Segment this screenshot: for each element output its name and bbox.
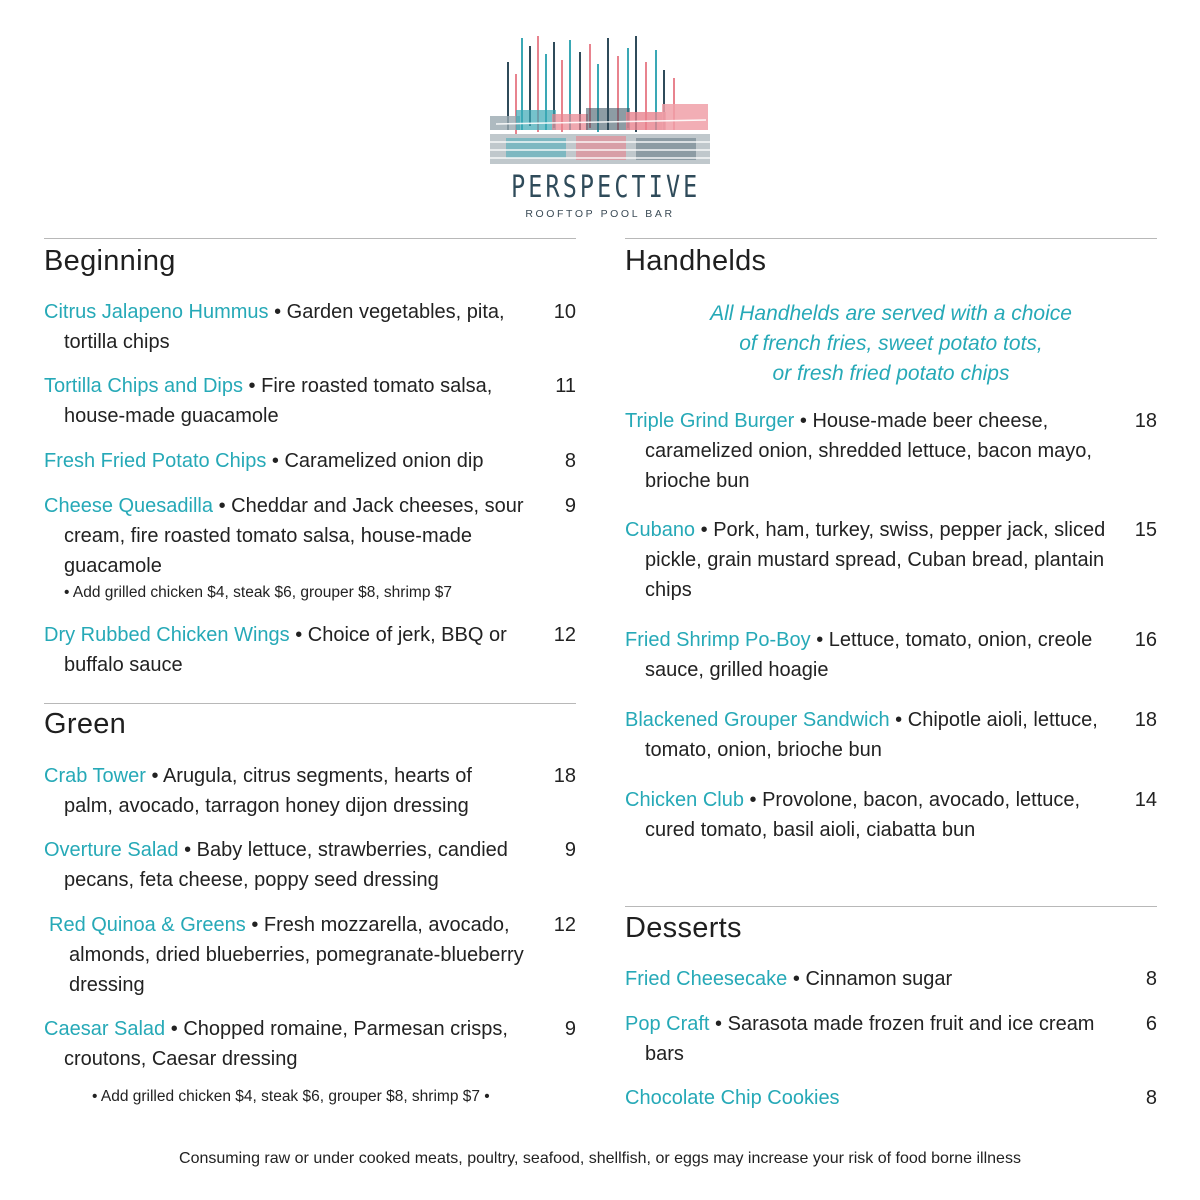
menu-item: Fresh Fried Potato Chips • Caramelized onion dip 8 bbox=[44, 446, 576, 476]
item-desc: Cinnamon sugar bbox=[805, 968, 953, 990]
item-name: Pop Craft bbox=[625, 1013, 710, 1035]
section-title-beginning: Beginning bbox=[44, 245, 176, 277]
item-name: Crab Tower bbox=[44, 765, 146, 787]
perspective-logo bbox=[486, 34, 714, 224]
handhelds-note: or fresh fried potato chips bbox=[772, 362, 1010, 385]
item-desc: Provolone, bacon, avocado, lettuce, cured tomato, basil aioli, ciabatta bun bbox=[645, 789, 1081, 841]
item-desc: Lettuce, tomato, onion, creole sauce, grilled hoagie bbox=[645, 629, 1093, 681]
item-price: 10 bbox=[553, 301, 576, 323]
section-title-desserts: Desserts bbox=[625, 912, 742, 944]
item-name: Chicken Club bbox=[625, 789, 744, 811]
menu-item: Fried Cheesecake • Cinnamon sugar 8 bbox=[625, 964, 1157, 994]
menu-item: Dry Rubbed Chicken Wings • Choice of jerk, BBQ or buffalo sauce 12 bbox=[44, 620, 576, 680]
section-handhelds bbox=[625, 238, 1157, 277]
item-desc: Garden vegetables, pita, tortilla chips bbox=[64, 301, 505, 353]
item-name: Citrus Jalapeno Hummus bbox=[44, 301, 269, 323]
item-name: Fried Cheesecake bbox=[625, 968, 788, 990]
menu-item: Cubano • Pork, ham, turkey, swiss, pepper jack, sliced pickle, grain mustard spread, Cuban bread, plantain chips 15 bbox=[625, 515, 1157, 605]
item-desc: Cheddar and Jack cheeses, sour cream, fire roasted tomato salsa, house-made guacamole bbox=[64, 495, 524, 577]
menu-item: Crab Tower • Arugula, citrus segments, hearts of palm, avocado, tarragon honey dijon dressing 18 bbox=[44, 761, 576, 821]
menu-item: Red Quinoa & Greens • Fresh mozzarella, avocado, almonds, dried blueberries, pomegranate-blueberry dressing 12 bbox=[49, 910, 576, 1000]
menu-item: Tortilla Chips and Dips • Fire roasted tomato salsa, house-made guacamole 11 bbox=[44, 371, 576, 431]
item-price: 9 bbox=[564, 495, 576, 517]
item-name: Red Quinoa & Greens bbox=[49, 914, 246, 936]
item-price: 11 bbox=[555, 375, 576, 397]
menu-item: Fried Shrimp Po-Boy • Lettuce, tomato, onion, creole sauce, grilled hoagie 16 bbox=[625, 625, 1157, 685]
section-title-handhelds: Handhelds bbox=[625, 245, 767, 277]
logo-graphic-icon bbox=[486, 34, 714, 166]
item-desc: Pork, ham, turkey, swiss, pepper jack, sliced pickle, grain mustard spread, Cuban bread, plantain chips bbox=[645, 519, 1106, 601]
item-name: Fried Shrimp Po-Boy bbox=[625, 629, 811, 651]
item-desc: Chopped romaine, Parmesan crisps, croutons, Caesar dressing bbox=[64, 1018, 508, 1070]
menu-item: Overture Salad • Baby lettuce, strawberries, candied pecans, feta cheese, poppy seed dressing 9 bbox=[44, 835, 576, 895]
item-desc: Caramelized onion dip bbox=[284, 450, 484, 472]
item-price: 6 bbox=[1145, 1013, 1157, 1035]
brand-name: PERSPECTIVE bbox=[511, 170, 701, 205]
item-price: 18 bbox=[1134, 410, 1157, 432]
item-price: 18 bbox=[553, 765, 576, 787]
item-price: 8 bbox=[564, 450, 576, 472]
section-title-green: Green bbox=[44, 708, 127, 740]
item-desc: Sarasota made frozen fruit and ice cream bars bbox=[645, 1013, 1095, 1065]
item-desc: House-made beer cheese, caramelized onion, shredded lettuce, bacon mayo, brioche bun bbox=[645, 410, 1092, 492]
item-price: 9 bbox=[564, 839, 576, 861]
addon-note: • Add grilled chicken $4, steak $6, grouper $8, shrimp $7 bbox=[64, 584, 452, 601]
item-name: Overture Salad bbox=[44, 839, 179, 861]
item-price: 8 bbox=[1145, 968, 1157, 990]
brand-subtitle: ROOFTOP POOL BAR bbox=[525, 208, 675, 220]
item-name: Triple Grind Burger bbox=[625, 410, 795, 432]
item-price: 12 bbox=[553, 624, 576, 646]
item-name: Caesar Salad bbox=[44, 1018, 166, 1040]
item-desc: Arugula, citrus segments, hearts of palm, avocado, tarragon honey dijon dressing bbox=[64, 765, 472, 817]
item-desc: Chipotle aioli, lettuce, tomato, onion, brioche bun bbox=[645, 709, 1098, 761]
item-name: Dry Rubbed Chicken Wings bbox=[44, 624, 290, 646]
item-name: Cubano bbox=[625, 519, 696, 541]
item-name: Cheese Quesadilla bbox=[44, 495, 213, 517]
item-price: 14 bbox=[1134, 789, 1157, 811]
item-desc: Baby lettuce, strawberries, candied pecans, feta cheese, poppy seed dressing bbox=[64, 839, 508, 891]
item-price: 12 bbox=[553, 914, 576, 936]
item-price: 9 bbox=[564, 1018, 576, 1040]
item-name: Blackened Grouper Sandwich bbox=[625, 709, 890, 731]
menu-item: Pop Craft • Sarasota made frozen fruit and ice cream bars 6 bbox=[625, 1009, 1157, 1069]
item-name: Chocolate Chip Cookies bbox=[625, 1087, 840, 1109]
menu-item: Chicken Club • Provolone, bacon, avocado, lettuce, cured tomato, basil aioli, ciabatta bun 14 bbox=[625, 785, 1157, 845]
menu-item: Cheese Quesadilla • Cheddar and Jack cheeses, sour cream, fire roasted tomato salsa, house-made guacamole 9 bbox=[44, 491, 576, 581]
handhelds-note: All Handhelds are served with a choice bbox=[710, 302, 1072, 325]
footer-disclaimer: Consuming raw or under cooked meats, poultry, seafood, shellfish, or eggs may increase your risk of food borne illness bbox=[179, 1150, 1021, 1167]
section-beginning bbox=[44, 238, 576, 277]
menu-item: Triple Grind Burger • House-made beer cheese, caramelized onion, shredded lettuce, bacon mayo, brioche bun 18 bbox=[625, 406, 1157, 496]
handhelds-note: of french fries, sweet potato tots, bbox=[739, 332, 1043, 355]
addon-note: • Add grilled chicken $4, steak $6, grouper $8, shrimp $7 • bbox=[92, 1088, 490, 1105]
menu-item: Caesar Salad • Chopped romaine, Parmesan crisps, croutons, Caesar dressing 9 bbox=[44, 1014, 576, 1074]
item-desc: Fresh mozzarella, avocado, almonds, dried blueberries, pomegranate-blueberry dressing bbox=[69, 914, 524, 996]
item-name: Fresh Fried Potato Chips bbox=[44, 450, 267, 472]
item-name: Tortilla Chips and Dips bbox=[44, 375, 243, 397]
menu-item: Citrus Jalapeno Hummus • Garden vegetables, pita, tortilla chips 10 bbox=[44, 297, 576, 357]
item-price: 8 bbox=[1145, 1087, 1157, 1109]
item-price: 15 bbox=[1134, 519, 1157, 541]
section-green bbox=[44, 703, 576, 740]
item-desc: Fire roasted tomato salsa, house-made guacamole bbox=[64, 375, 493, 427]
item-price: 16 bbox=[1134, 629, 1157, 651]
menu-item: Blackened Grouper Sandwich • Chipotle aioli, lettuce, tomato, onion, brioche bun 18 bbox=[625, 705, 1157, 765]
item-desc: Choice of jerk, BBQ or buffalo sauce bbox=[64, 624, 507, 676]
section-desserts bbox=[625, 906, 1157, 944]
item-price: 18 bbox=[1134, 709, 1157, 731]
menu-item bbox=[625, 1083, 1157, 1113]
